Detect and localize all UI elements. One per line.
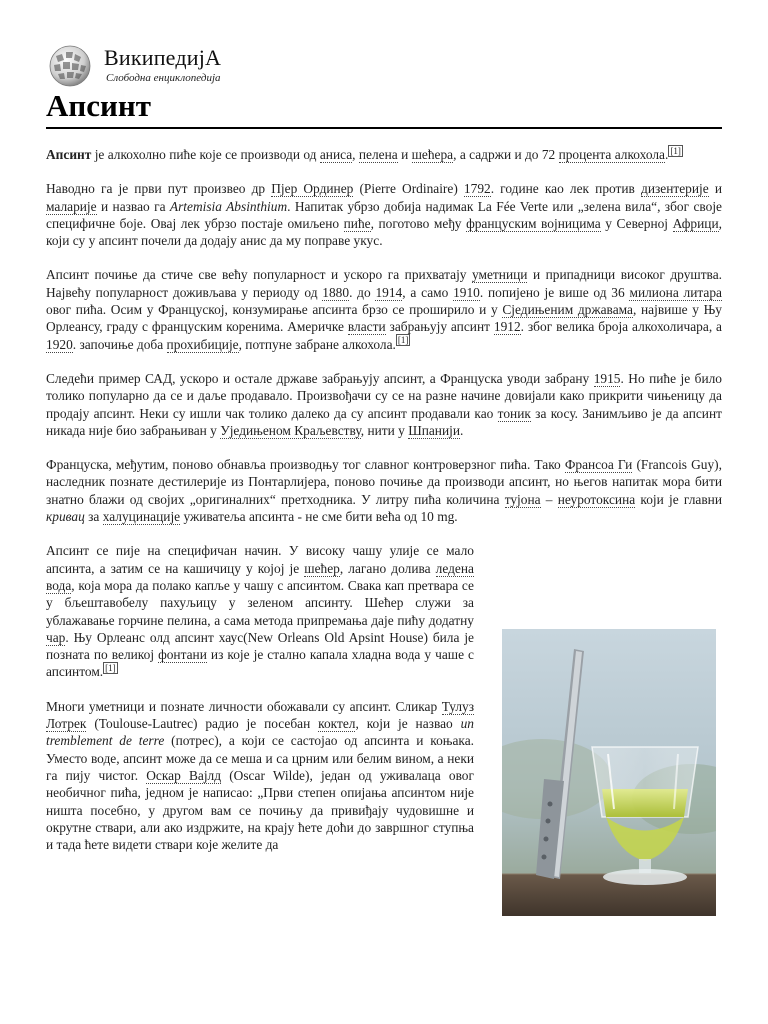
text: . започиње доба [72, 336, 167, 352]
text: овог пића. Осим у Француској, конзумирање апсинта брзо се проширило и у [46, 302, 503, 318]
link-french-soldiers[interactable]: француским војницима [466, 215, 601, 231]
text: за [84, 509, 103, 525]
text: , лагано долива [339, 560, 436, 576]
link-year-1792[interactable]: 1792 [463, 181, 491, 197]
paragraph-1 [46, 146, 722, 163]
text: . до [349, 284, 376, 300]
link-oscar-wilde[interactable]: Оскар Вајлд [146, 767, 222, 783]
link-dysentery[interactable]: дизентерије [641, 181, 709, 197]
link-thujone[interactable]: тујона [504, 491, 541, 507]
text: из које је стално капала хладна вода у чаше с апсинтом. [46, 647, 474, 680]
link-year-1880[interactable]: 1880 [322, 284, 350, 300]
text: и [708, 181, 722, 197]
paragraph-6 [46, 542, 474, 680]
link-artists[interactable]: уметници [472, 267, 528, 283]
link-million-liters[interactable]: милиона литара [629, 284, 722, 300]
text: , [352, 147, 359, 162]
text: – [540, 491, 558, 507]
text: за косу. Занимљиво је да апсинт никада није био забрањиван у [46, 405, 722, 438]
text: . Напитак убрзо добија надимак La Fée Verte или „зелена вила“, због своје специфичне боје. Овај лек убрзо постаје омиљено [46, 198, 722, 231]
site-tagline: Слободна енциклопедија [106, 72, 221, 84]
text: , која мора да полако капље у чашу с апсинтом. Свака кап претвара се у бљештавобелу пахуљицу у зеленом апсинту. Шећер служи за ублажавање горчине пелина, а сама метода припремања даје пићу додатну [46, 577, 474, 628]
text: Следећи пример САД, ускоро и остале државе забрањују апсинт, а Француска уводи забрану [46, 370, 594, 386]
text: Многи уметници и познате личности обожавали су апсинт. Сликар [46, 698, 442, 714]
link-toulouse-lautrec[interactable]: Тулуз Лотрек [46, 698, 474, 732]
site-name[interactable]: ВикипедијА [104, 45, 222, 70]
text: је алкохолно пиће које се производи од [91, 147, 320, 162]
link-year-1920[interactable]: 1920 [46, 336, 73, 352]
text: . Њу Орлеанс олд апсинт хаус(New Orleans Old Apsint House) била је позната по великој [46, 629, 474, 663]
text: Француска, међутим, поново обнавља производњу тог славног контроверзног пића. Тако [46, 457, 565, 473]
text: . [460, 422, 464, 438]
link-year-1910[interactable]: 1910 [453, 284, 480, 300]
absinthe-glass-spoon-photo [502, 629, 716, 916]
link-pierre-ordinaire[interactable]: Пјер Ординер [271, 181, 354, 197]
text: који је главни [635, 491, 722, 507]
text: . попијено је више од 36 [479, 284, 630, 300]
paragraph-3 [46, 266, 722, 352]
link-wormwood[interactable]: пелена [358, 147, 398, 162]
reference-link[interactable]: [1] [670, 145, 681, 156]
title-divider [46, 127, 722, 129]
link-water[interactable]: вода [46, 577, 72, 593]
link-charm[interactable]: чар [46, 629, 66, 645]
text: , који су у апсинт почели да додају анис да му поправе укус. [46, 215, 722, 249]
link-malaria[interactable]: маларије [46, 198, 97, 214]
text: . због велика броја алкохоличара, а [520, 319, 723, 335]
text: у Северној [600, 215, 673, 231]
link-authorities[interactable]: власти [347, 319, 386, 335]
article-subject: Апсинт [46, 147, 92, 162]
link-year-1914[interactable]: 1914 [375, 284, 403, 300]
link-sugar[interactable]: шећера [411, 147, 454, 162]
text: , нити у [360, 422, 409, 438]
link-united-states[interactable]: Сједињеним државама [502, 302, 633, 318]
link-drink[interactable]: пиће [343, 215, 371, 231]
text: , а само [402, 284, 454, 300]
link-cocktail[interactable]: коктел [318, 716, 356, 732]
link-ice[interactable]: ледена [435, 560, 474, 576]
link-year-1912[interactable]: 1912 [493, 319, 521, 335]
link-fountain[interactable]: фонтани [158, 647, 207, 663]
text: . Но пиће је било толико популарно да се и даље продавало. Произвођачи су се на разне начине довијали како прикрити чињеницу да продају апсинт. Неки су ишли чак толико далеко да су апсинт продавали као [46, 370, 722, 421]
reference-link[interactable]: [1] [397, 335, 409, 346]
text: забрањују апсинт [385, 319, 494, 335]
text: . године као лек против [490, 181, 641, 197]
link-prohibition[interactable]: прохибиције [166, 336, 239, 352]
link-anise[interactable]: аниса [319, 147, 353, 162]
text: (Oscar Wilde), један од уживалаца овог необичног пића, једном је написао: „Први степен опијања апсинтом није ништа посебно, у другом вам се почињу да привиђају чудовишне и окрутне ствари, али ако издржите, на крају ћете доћи до завршног ступња и тада ћете видети ствари које желите да [46, 767, 474, 853]
paragraph-7 [46, 698, 474, 854]
link-tonic[interactable]: тоник [497, 405, 531, 421]
paragraph-5 [46, 456, 722, 525]
emphasis: кривац [46, 509, 85, 525]
text: , који је назвао [355, 716, 461, 732]
text: уживатеља апсинта - не сме бити већа од 10 mg. [180, 509, 458, 525]
emphasis: un tremblement de terre [46, 716, 474, 749]
text: Апсинт се пије на специфичан начин. У високу чашу улије се мало апсинта, а затим се на кашичицу у којој је [46, 543, 474, 576]
link-neurotoxin[interactable]: неуротоксина [557, 491, 636, 507]
link-africa[interactable]: Африци [672, 215, 719, 231]
text: Наводно га је први пут произвео др [46, 181, 272, 197]
text: , потпуне забране алкохола. [238, 336, 396, 352]
link-spain[interactable]: Шпанији [408, 422, 461, 438]
link-francois-guy[interactable]: Франсоа Ги [564, 457, 633, 473]
paragraph-4 [46, 370, 722, 439]
link-year-1915[interactable]: 1915 [593, 370, 621, 386]
text: , а садржи и до 72 [453, 147, 559, 162]
text: (Toulouse-Lautrec) радио је посебан [86, 716, 319, 732]
wikipedia-globe-icon[interactable] [46, 44, 94, 88]
text: . [664, 147, 669, 162]
text: и припадници високог друштва. Највећу популарност доживљава у периоду од [46, 267, 722, 300]
reference-link[interactable]: [1] [105, 662, 116, 673]
paragraph-2 [46, 180, 722, 249]
text: Апсинт почиње да стиче све већу популарност и ускоро га прихватају [46, 267, 472, 283]
text: , највише у Њу Орлеансу, граду с француским коренима. Америчке [46, 302, 723, 335]
link-united-kingdom[interactable]: Уједињеном Краљевству [220, 422, 361, 438]
text: (потрес), а који се састојао од апсинта и коњака. Уместо воде, апсинт може да се меша и са црним или белим вином, а неки га пију чистог. [46, 733, 474, 783]
link-sugar-2[interactable]: шећер [304, 560, 340, 576]
text: (Pierre Ordinaire) [353, 181, 464, 197]
absinthe-photo[interactable] [502, 629, 716, 916]
text: и назвао га [96, 198, 170, 214]
text: (Francois Guy), наследник познате дестилерије из Понтарлијера, поново почиње да производи апсинт, но његов напитак мора бити знатно блажи од својих „оригиналних“ претходника. У литру пића количина [46, 457, 722, 507]
text: и [397, 147, 412, 162]
link-hallucinations[interactable]: халуцинације [102, 509, 181, 525]
link-alcohol-percent[interactable]: процента алкохола [558, 147, 665, 162]
latin-name: Artemisia Absinthium [169, 198, 288, 214]
text: , поготово међу [370, 215, 467, 231]
page-title: Апсинт [46, 88, 151, 123]
